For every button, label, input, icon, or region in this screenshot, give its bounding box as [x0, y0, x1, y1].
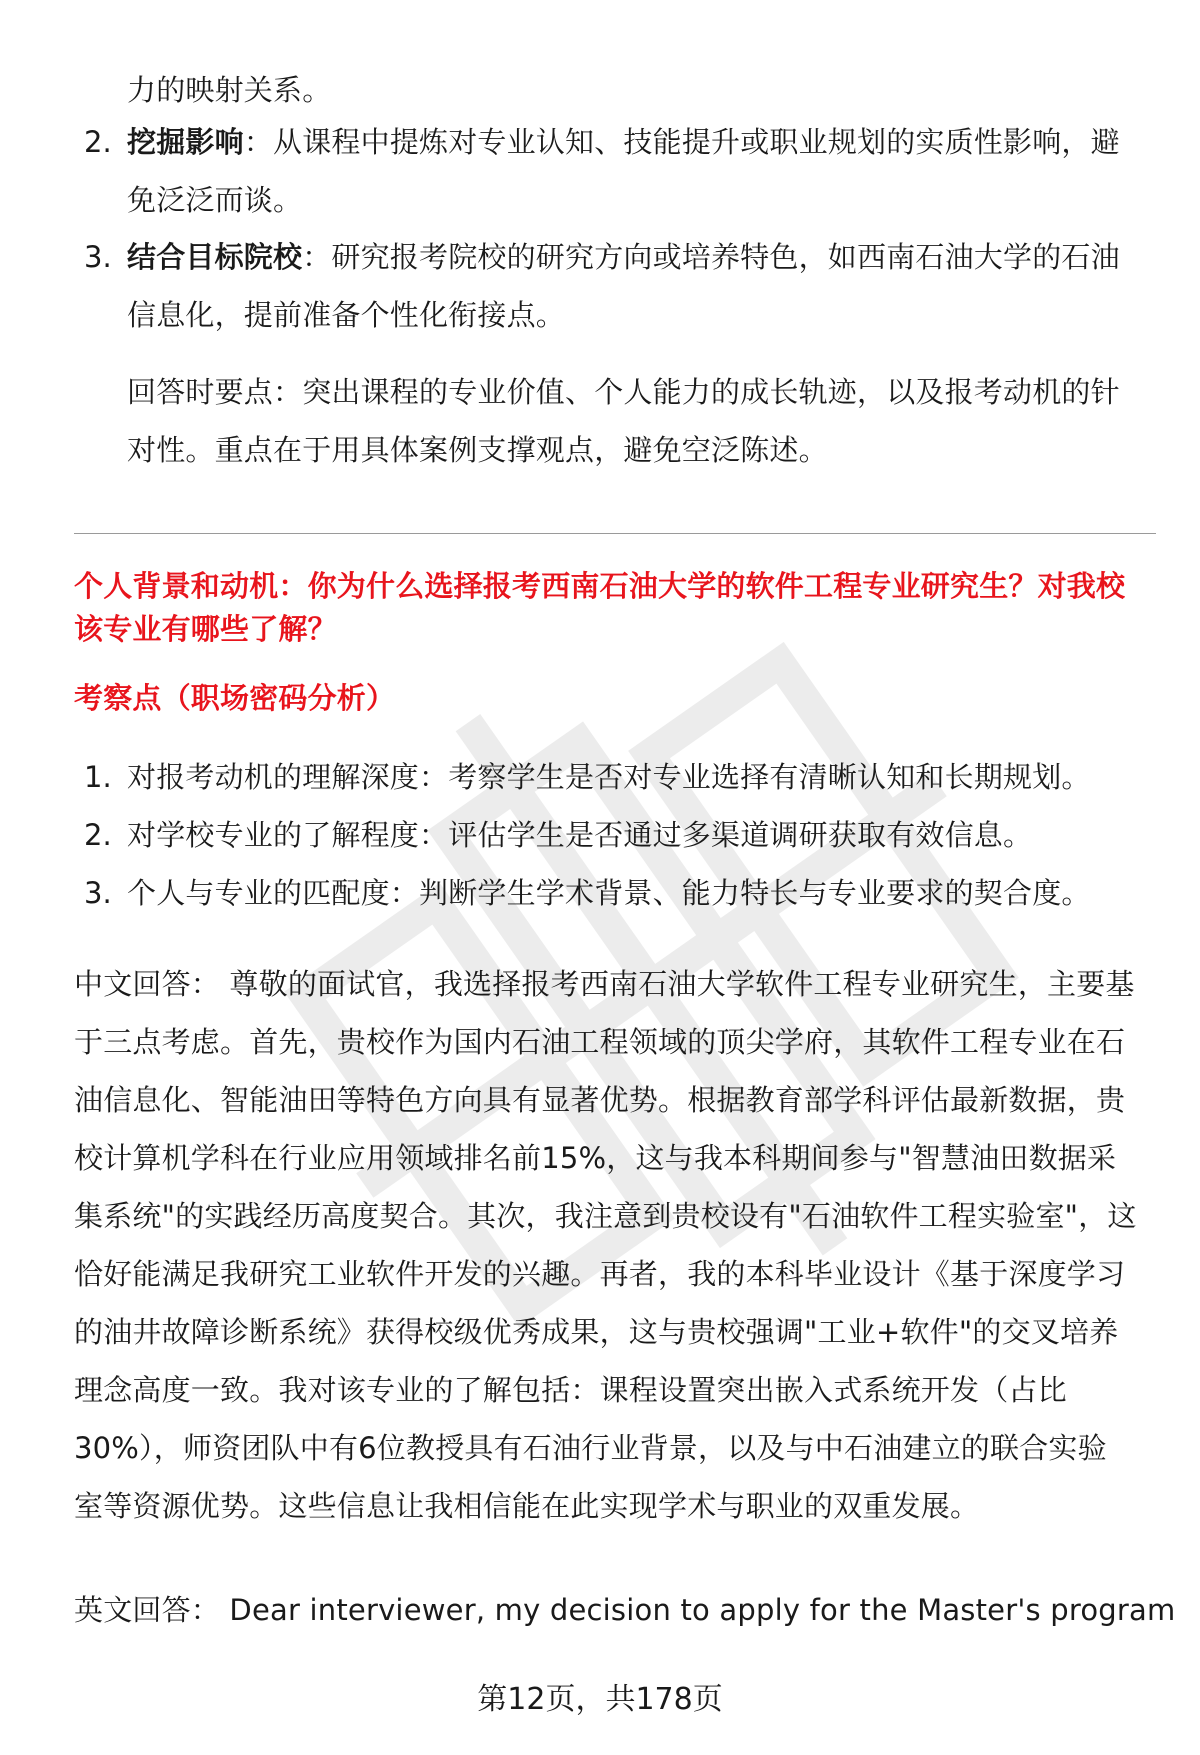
chinese-answer-line: 的油井故障诊断系统》获得校级优秀成果，这与贵校强调"工业+软件"的交叉培养	[74, 1315, 1119, 1349]
chinese-answer-line: 30%），师资团队中有6位教授具有石油行业背景，以及与中石油建立的联合实验	[74, 1431, 1107, 1465]
chinese-answer-line: 油信息化、智能油田等特色方向具有显著优势。根据教育部学科评估最新数据，贵	[74, 1083, 1126, 1117]
list-item-2-continued: 免泛泛而谈。	[127, 183, 303, 217]
chinese-answer-line: 室等资源优势。这些信息让我相信能在此实现学术与职业的双重发展。	[74, 1489, 980, 1523]
chinese-answer-line: 理念高度一致。我对该专业的了解包括：课程设置突出嵌入式系统开发（占比	[74, 1373, 1067, 1407]
focus-number: 2.	[84, 818, 112, 852]
list-item-title: 挖掘影响	[127, 125, 244, 159]
chinese-answer-line: 恰好能满足我研究工业软件开发的兴趣。再者，我的本科毕业设计《基于深度学习	[74, 1257, 1126, 1291]
focus-item: 对报考动机的理解深度：考察学生是否对专业选择有清晰认知和长期规划。	[127, 760, 1091, 794]
chinese-answer-line: 集系统"的实践经历高度契合。其次，我注意到贵校设有"石油软件工程实验室"，这	[74, 1199, 1137, 1233]
focus-heading: 考察点（职场密码分析）	[74, 681, 396, 715]
focus-item: 个人与专业的匹配度：判断学生学术背景、能力特长与专业要求的契合度。	[127, 876, 1091, 910]
question-heading: 个人背景和动机：你为什么选择报考西南石油大学的软件工程专业研究生？对我校	[74, 569, 1126, 603]
page-number-footer: 第12页，共178页	[477, 1682, 723, 1717]
chinese-answer-line: 于三点考虑。首先，贵校作为国内石油工程领域的顶尖学府，其软件工程专业在石	[74, 1025, 1126, 1059]
focus-item: 对学校专业的了解程度：评估学生是否通过多渠道调研获取有效信息。	[127, 818, 1033, 852]
section-divider	[74, 533, 1156, 534]
chinese-answer-line: 中文回答： 尊敬的面试官，我选择报考西南石油大学软件工程专业研究生，主要基	[74, 967, 1135, 1001]
focus-number: 1.	[84, 760, 112, 794]
focus-number: 3.	[84, 876, 112, 910]
list-number: 3.	[84, 240, 112, 274]
summary-text: 回答时要点：突出课程的专业价值、个人能力的成长轨迹，以及报考动机的针	[127, 375, 1120, 409]
list-item-3-continued: 信息化，提前准备个性化衔接点。	[127, 298, 566, 332]
summary-text-continued: 对性。重点在于用具体案例支撑观点，避免空泛陈述。	[127, 433, 828, 467]
list-item-text: ：从课程中提炼对专业认知、技能提升或职业规划的实质性影响，避	[243, 125, 1120, 159]
list-item-1-tail: 力的映射关系。	[127, 73, 332, 107]
list-item-3	[127, 237, 1120, 277]
list-item-title: 结合目标院校	[127, 240, 303, 274]
english-answer-line: 英文回答： Dear interviewer, my decision to apply for the Master's program	[74, 1593, 1176, 1627]
list-item-text: ：研究报考院校的研究方向或培养特色，如西南石油大学的石油	[302, 240, 1120, 274]
chinese-answer-line: 校计算机学科在行业应用领域排名前15%，这与我本科期间参与"智慧油田数据采	[74, 1141, 1117, 1175]
list-item-2	[127, 122, 1120, 162]
list-number: 2.	[84, 125, 112, 159]
question-heading-continued: 该专业有哪些了解？	[74, 612, 337, 646]
